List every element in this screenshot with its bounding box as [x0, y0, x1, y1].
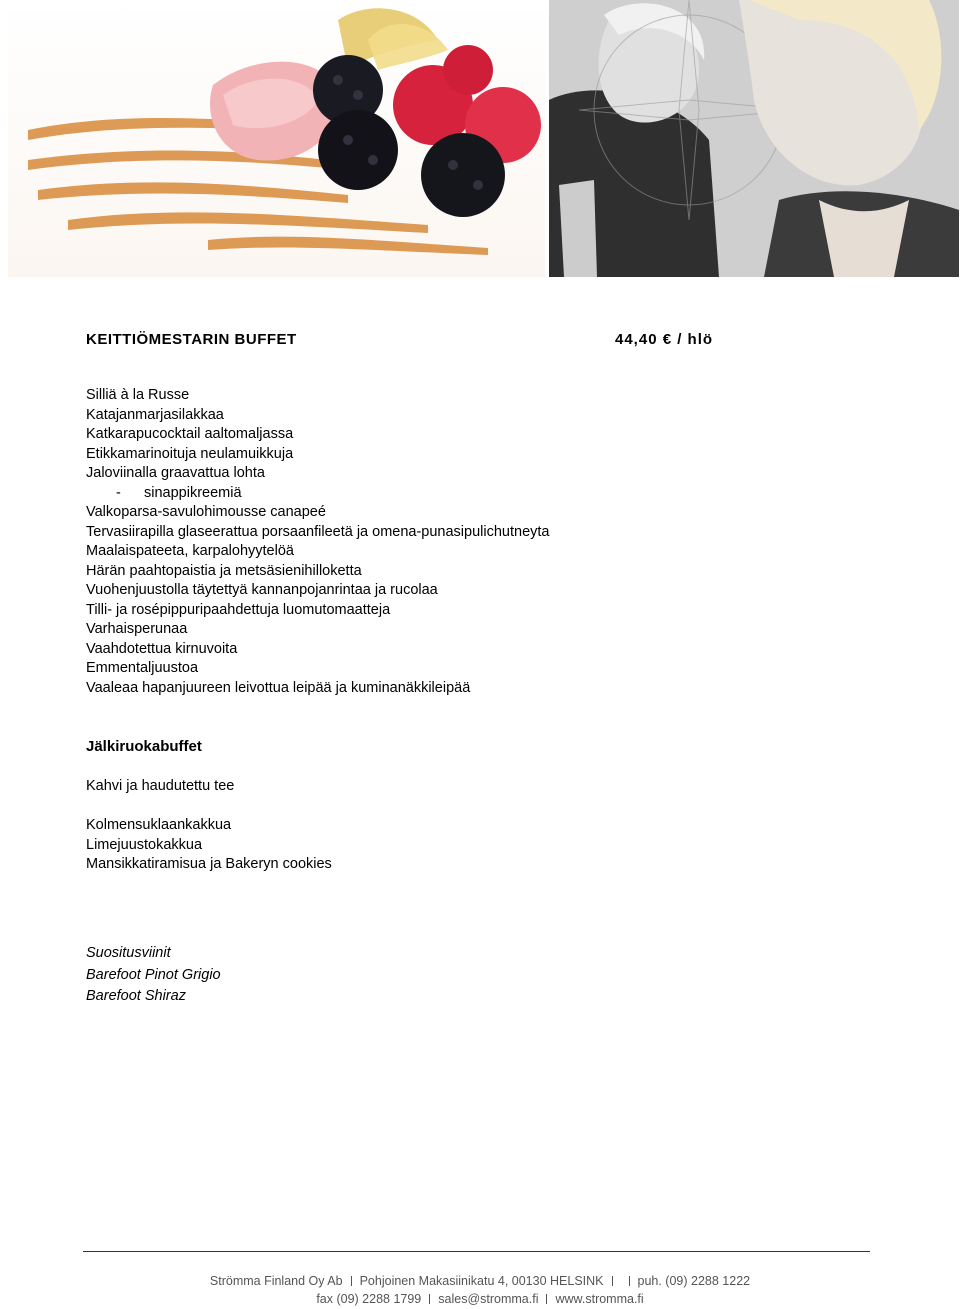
menu-item: Varhaisperunaa — [86, 621, 188, 637]
wine-title: Suositusviinit — [86, 945, 171, 961]
menu-item: Vaahdotettua kirnuvoita — [86, 640, 238, 657]
menu-item: Härän paahtopaistia ja metsäsienihilloketta — [86, 562, 362, 579]
menu-item: Emmentaljuustoa — [86, 660, 199, 676]
menu-item: Etikkamarinoituja neulamuikkuja — [86, 445, 294, 462]
menu-item: Valkoparsa-savulohimousse canapeé — [86, 504, 326, 520]
menu-item: Tervasiirapilla glaseerattua porsaanfileetä ja omena-punasipulichutneyta — [86, 523, 550, 540]
footer-address: Pohjoinen Makasiinikatu 4, 00130 HELSINK — [359, 1274, 604, 1288]
footer-separator — [612, 1276, 613, 1286]
menu-sub-item — [86, 484, 549, 504]
menu-item: Silliä à la Russe — [86, 387, 190, 403]
dessert-item: Limejuustokakkua — [86, 836, 203, 853]
wine-list — [86, 943, 221, 1008]
footer-line-2 — [0, 1292, 960, 1306]
footer-company: Strömma Finland Oy Ab — [209, 1274, 343, 1288]
footer-phone: puh. (09) 2288 1222 — [637, 1274, 751, 1288]
coffee-item: Kahvi ja haudutettu tee — [86, 778, 235, 794]
dessert-items-list — [86, 816, 332, 875]
menu-item: Katajanmarjasilakkaa — [86, 406, 224, 423]
menu-items-list — [86, 386, 549, 698]
footer-divider — [83, 1251, 870, 1252]
menu-title: KEITTIÖMESTARIN BUFFET — [86, 331, 297, 348]
footer-separator — [629, 1276, 630, 1286]
dessert-berries-photo — [8, 0, 545, 277]
sub-item-label: sinappikreemiä — [144, 484, 242, 501]
sub-item-dash: - — [116, 484, 121, 501]
dessert-title: Jälkiruokabuffet — [86, 738, 202, 755]
footer-separator — [429, 1294, 430, 1304]
wine-item: Barefoot Pinot Grigio — [86, 966, 221, 983]
menu-item: Katkarapucocktail aaltomaljassa — [86, 426, 294, 442]
footer-fax: fax (09) 2288 1799 — [316, 1292, 422, 1306]
people-toasting-photo — [549, 0, 959, 277]
menu-item: Jaloviinalla graavattua lohta — [86, 465, 265, 481]
menu-item: Tilli- ja rosépippuripaahdettuja luomutomaatteja — [86, 601, 391, 618]
footer-email[interactable]: sales@stromma.fi — [438, 1292, 539, 1306]
footer-web[interactable]: www.stromma.fi — [555, 1292, 644, 1306]
menu-item: Maalaispateeta, karpalohyytelöä — [86, 543, 294, 559]
dessert-item: Mansikkatiramisua ja Bakeryn cookies — [86, 856, 332, 872]
footer-line-1 — [0, 1274, 960, 1288]
footer-separator — [546, 1294, 547, 1304]
price: 44,40 € / hlö — [615, 331, 714, 348]
wine-item: Barefoot Shiraz — [86, 988, 186, 1004]
menu-item: Vuohenjuustolla täytettyä kannanpojanrintaa ja rucolaa — [86, 582, 438, 598]
footer-separator — [351, 1276, 352, 1286]
dessert-item: Kolmensuklaankakkua — [86, 817, 232, 833]
menu-item: Vaaleaa hapanjuureen leivottua leipää ja kuminanäkkileipää — [86, 679, 471, 696]
